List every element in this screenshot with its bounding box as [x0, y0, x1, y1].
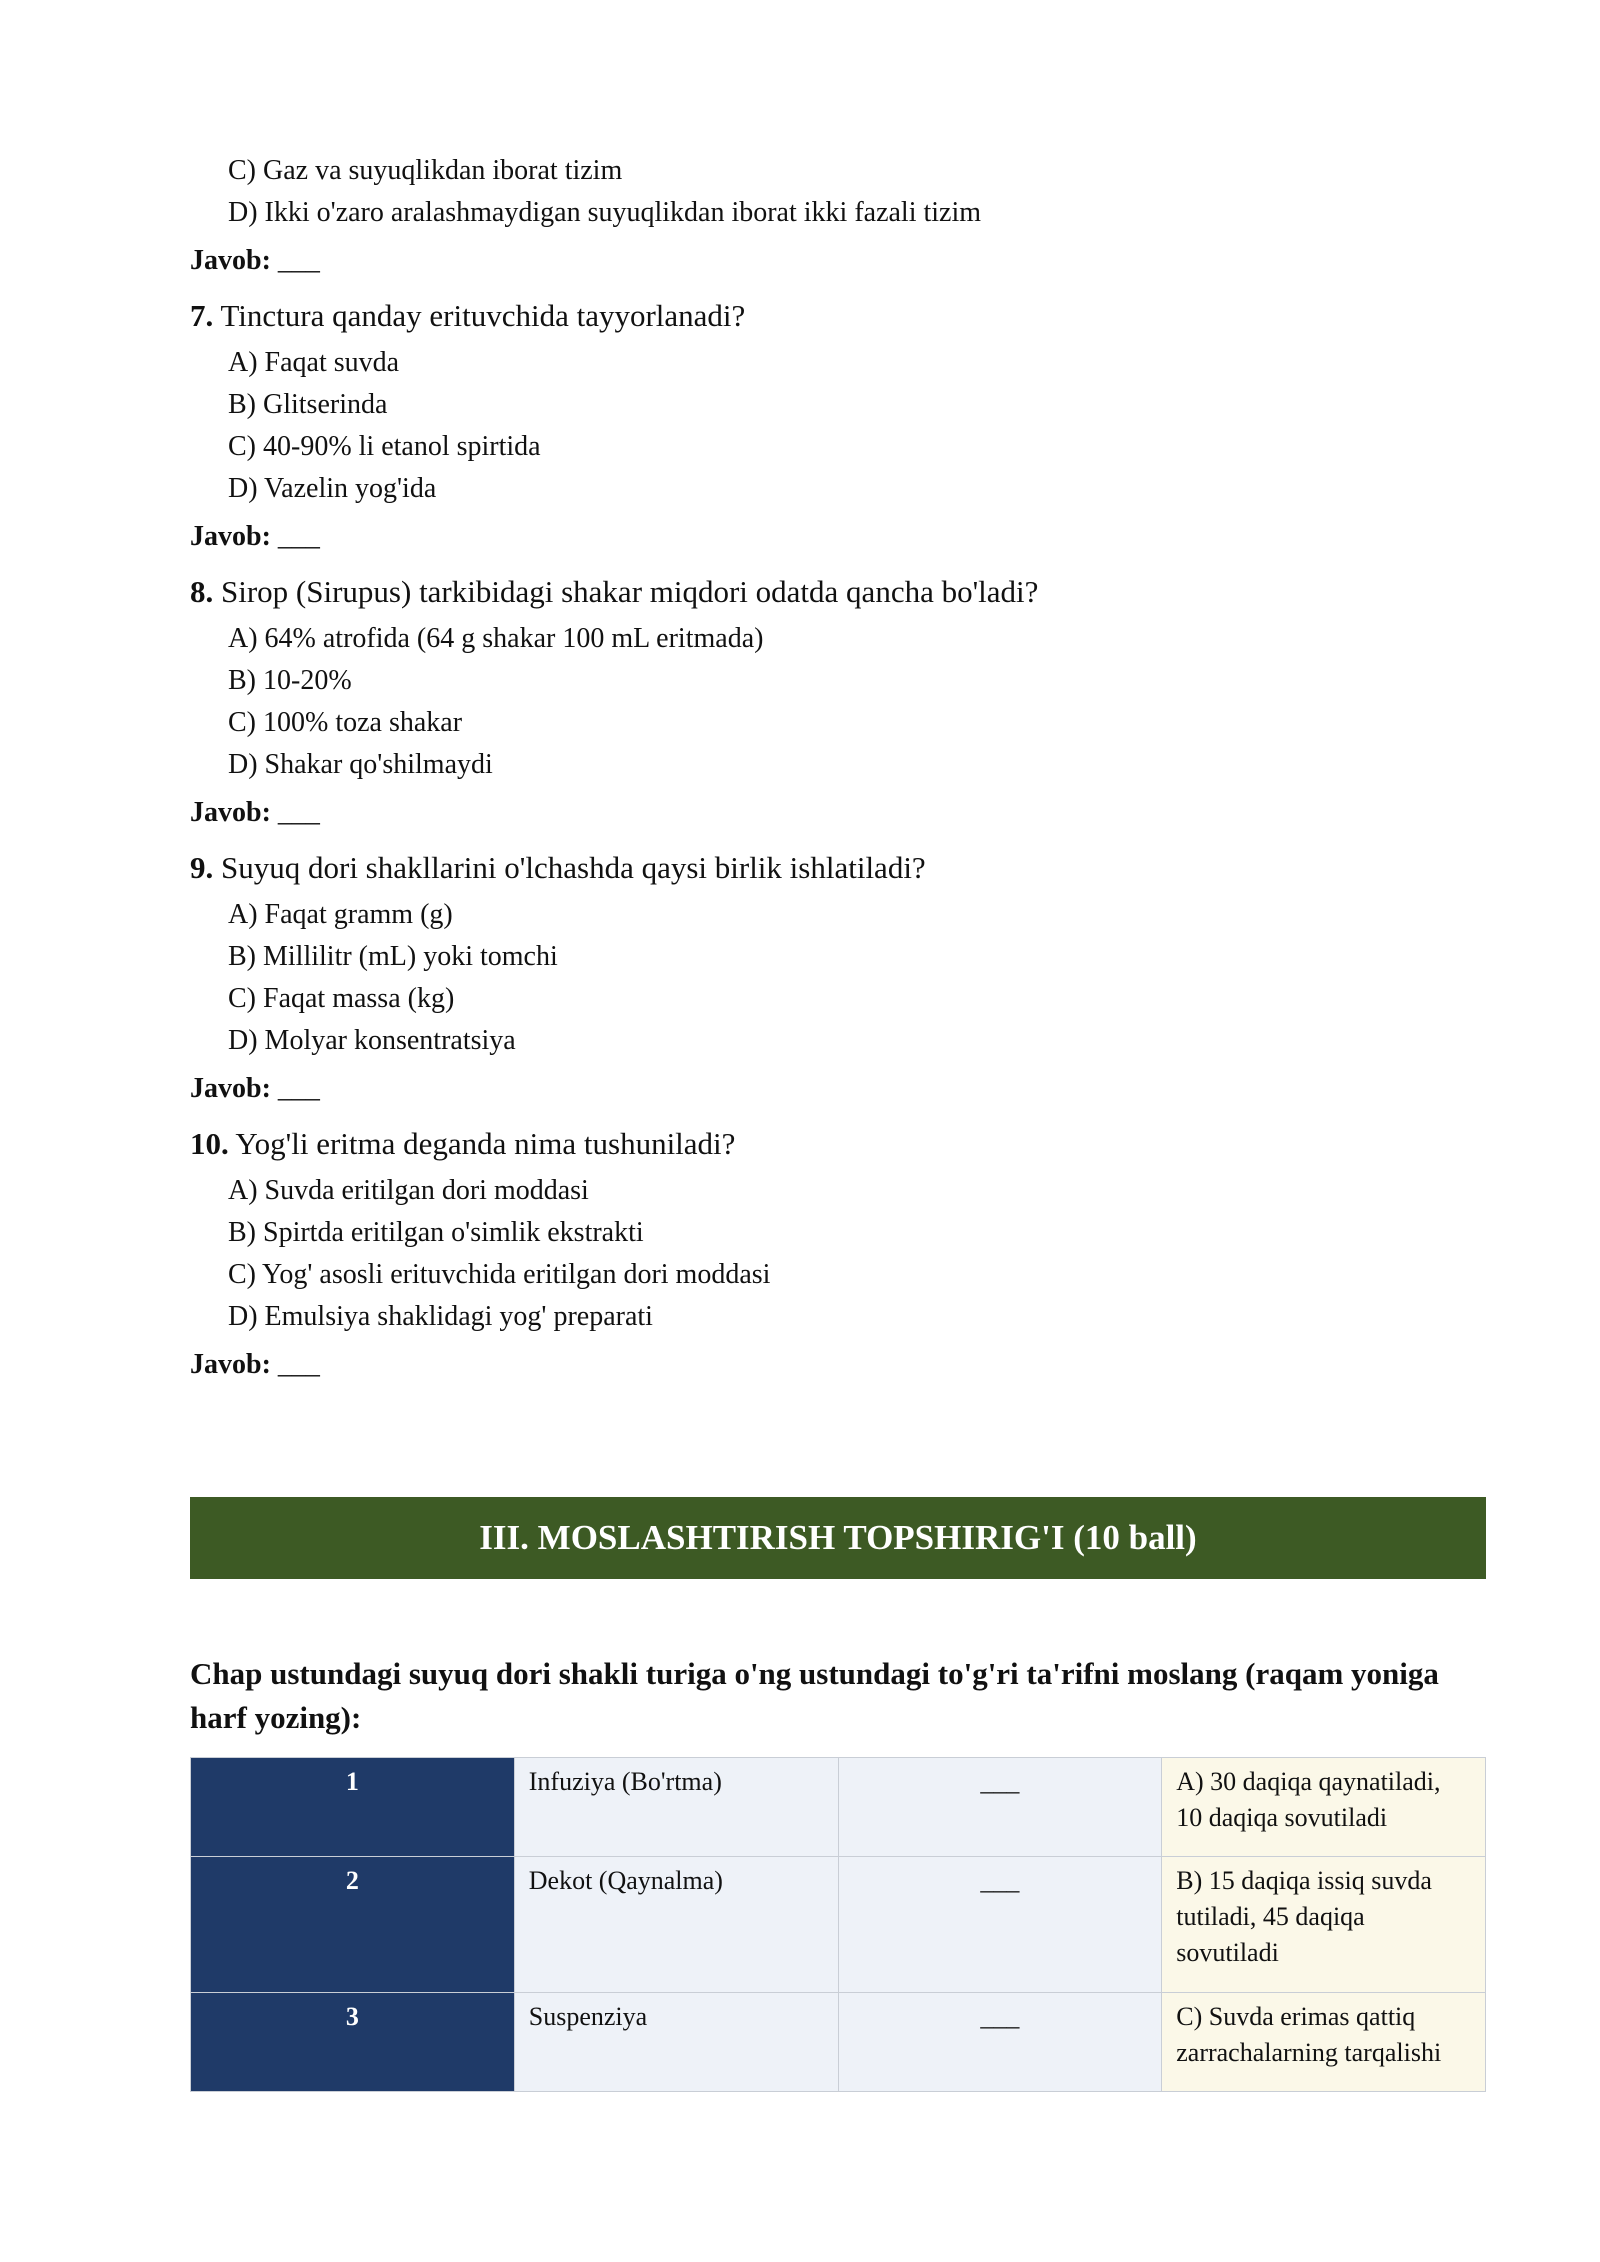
- question-text: [190, 846, 1486, 890]
- answer-blank[interactable]: ___: [277, 521, 320, 552]
- question-8: [190, 570, 1486, 834]
- option-c: C) Faqat massa (kg): [228, 983, 455, 1014]
- option-a: A) Faqat suvda: [228, 347, 400, 378]
- option-b: B) Millilitr (mL) yoki tomchi: [228, 941, 558, 972]
- answer-blank[interactable]: ___: [277, 797, 320, 828]
- question-prompt: Yog'li eritma deganda nima tushuniladi?: [235, 1126, 736, 1161]
- answer-blank[interactable]: ___: [277, 1073, 320, 1104]
- row-number: 2: [191, 1857, 515, 1993]
- answer-line: [190, 516, 1486, 558]
- answer-line: [190, 792, 1486, 834]
- question-text: [190, 1122, 1486, 1166]
- table-row: [191, 1758, 1486, 1857]
- answer-blank[interactable]: ___: [277, 245, 320, 276]
- question-6-tail: [190, 150, 1486, 282]
- answer-blank[interactable]: ___: [277, 1349, 320, 1380]
- term-cell: Infuziya (Bo'rtma): [514, 1758, 838, 1857]
- answer-blank[interactable]: ___: [838, 1857, 1162, 1993]
- matching-table: [190, 1757, 1486, 2092]
- definition-cell: A) 30 daqiqa qaynatiladi, 10 daqiqa sovutiladi: [1162, 1758, 1486, 1857]
- question-9: [190, 846, 1486, 1110]
- answer-label: Javob:: [190, 245, 271, 276]
- question-prompt: Tinctura qanday erituvchida tayyorlanadi?: [220, 298, 746, 333]
- definition-cell: B) 15 daqiqa issiq suvda tutiladi, 45 daqiqa sovutiladi: [1162, 1857, 1486, 1993]
- option-d: D) Shakar qo'shilmaydi: [228, 749, 493, 780]
- section-instruction: Chap ustundagi suyuq dori shakli turiga o'ng ustundagi to'g'ri ta'rifni moslang (raqam yoniga harf yozing):: [190, 1656, 1439, 1735]
- option-d: D) Emulsiya shaklidagi yog' preparati: [228, 1301, 653, 1332]
- option-c: C) 40-90% li etanol spirtida: [228, 431, 541, 462]
- question-number: 8.: [190, 574, 214, 609]
- option-d: D) Vazelin yog'ida: [228, 473, 437, 504]
- option-d: D) Molyar konsentratsiya: [228, 1025, 516, 1056]
- term-cell: Dekot (Qaynalma): [514, 1857, 838, 1993]
- section-header: [190, 1497, 1486, 1579]
- option-b: B) Spirtda eritilgan o'simlik ekstrakti: [228, 1217, 644, 1248]
- answer-label: Javob:: [190, 521, 271, 552]
- question-prompt: Suyuq dori shakllarini o'lchashda qaysi birlik ishlatiladi?: [221, 850, 926, 885]
- question-number: 10.: [190, 1126, 229, 1161]
- question-prompt: Sirop (Sirupus) tarkibidagi shakar miqdori odatda qancha bo'ladi?: [221, 574, 1039, 609]
- option-d: D) Ikki o'zaro aralashmaydigan suyuqlikdan iborat ikki fazali tizim: [228, 197, 982, 228]
- question-number: 7.: [190, 298, 214, 333]
- answer-blank[interactable]: ___: [838, 1758, 1162, 1857]
- option-a: A) Faqat gramm (g): [228, 899, 453, 930]
- answer-label: Javob:: [190, 1349, 271, 1380]
- option-a: A) 64% atrofida (64 g shakar 100 mL eritmada): [228, 623, 764, 654]
- option-c: C) 100% toza shakar: [228, 707, 463, 738]
- option-c: C) Yog' asosli erituvchida eritilgan dori moddasi: [228, 1259, 771, 1290]
- answer-label: Javob:: [190, 797, 271, 828]
- option-b: B) 10-20%: [228, 665, 352, 696]
- option-a: A) Suvda eritilgan dori moddasi: [228, 1175, 589, 1206]
- question-text: [190, 570, 1486, 614]
- row-number: 3: [191, 1993, 515, 2092]
- answer-line: [190, 240, 1486, 282]
- questions-area: [190, 150, 1486, 1386]
- question-text: [190, 294, 1486, 338]
- question-10: [190, 1122, 1486, 1386]
- answer-blank[interactable]: ___: [838, 1993, 1162, 2092]
- table-row: [191, 1993, 1486, 2092]
- option-c: C) Gaz va suyuqlikdan iborat tizim: [228, 155, 623, 186]
- definition-cell: C) Suvda erimas qattiq zarrachalarning tarqalishi: [1162, 1993, 1486, 2092]
- table-row: [191, 1857, 1486, 1993]
- section-title: III. MOSLASHTIRISH TOPSHIRIG'I (10 ball): [479, 1518, 1197, 1557]
- question-7: [190, 294, 1486, 558]
- answer-line: [190, 1344, 1486, 1386]
- row-number: 1: [191, 1758, 515, 1857]
- answer-line: [190, 1068, 1486, 1110]
- question-number: 9.: [190, 850, 214, 885]
- answer-label: Javob:: [190, 1073, 271, 1104]
- term-cell: Suspenziya: [514, 1993, 838, 2092]
- option-b: B) Glitserinda: [228, 389, 388, 420]
